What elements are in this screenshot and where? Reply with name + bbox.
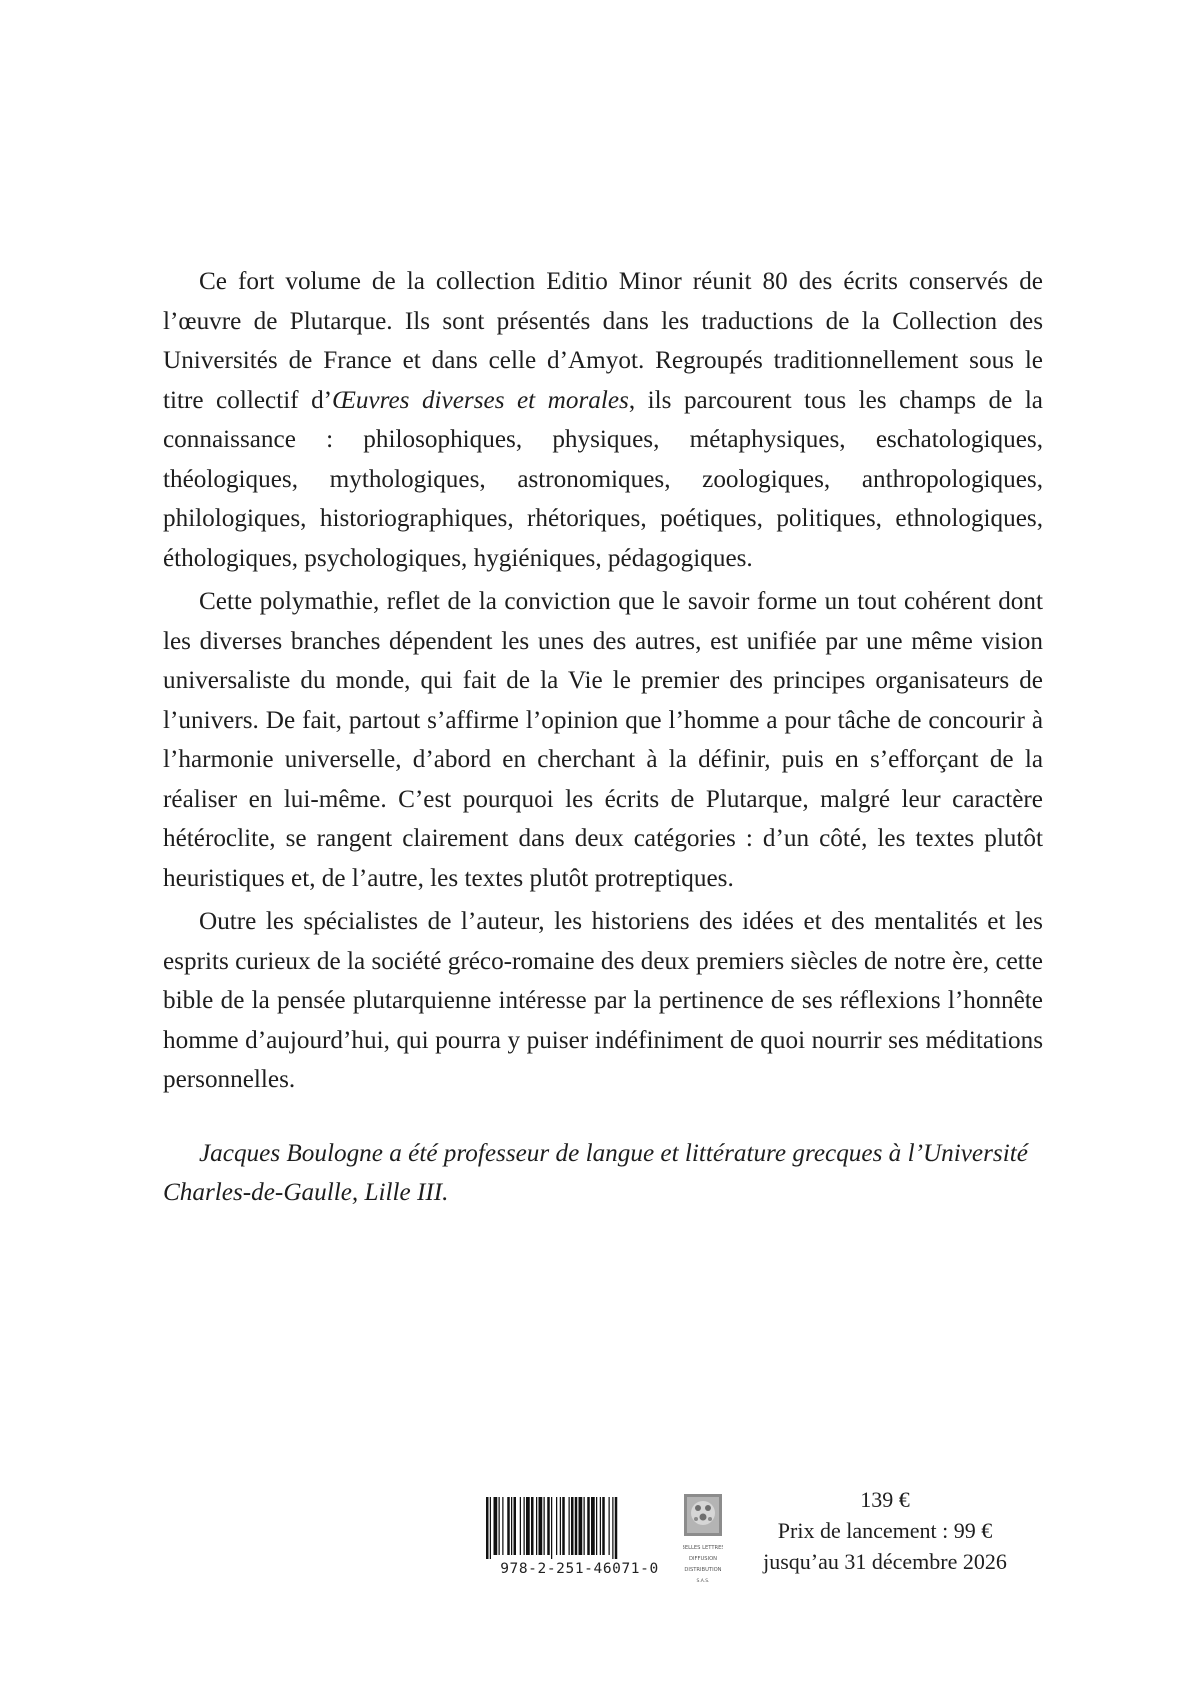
paragraph-1-end: , ils parcourent tous les champs de la connaissance : philosophiques, physiques, métaphysiques, eschatologiques, théologiques, mythologiques, astronomiques, zoologiques, anthropologiques, philologiques, historiographiques, rhétoriques, poétiques, politiques, ethnologiques, éthologiques, psychologiques, hygiéniques, pédagogiques.: [163, 386, 1043, 572]
barcode-bar: [560, 1497, 561, 1555]
barcode-bar: [615, 1497, 618, 1559]
launch-price: Prix de lancement : 99 €: [777, 1518, 993, 1543]
description-paragraph-2: Cette polymathie, reflet de la conviction que le savoir forme un tout cohérent dont les diverses branches dépendent les unes des autres, est unifiée par une même vision universaliste du monde, qui fait de la Vie le premier des principes organisateurs de l’univers. De fait, partout s’affirme l’opinion que l’homme a pour tâche de concourir à l’harmonie universelle, d’abord en cherchant à la définir, puis en s’efforçant de la réaliser en lui-même. C’est pourquoi les écrits de Plutarque, malgré leur caractère hétéroclite, se rangent clairement dans deux catégories : d’un côté, les textes plutôt heuristiques et, de l’autre, les textes plutôt protreptiques.: [163, 588, 1043, 892]
description-paragraph-3: Outre les spécialistes de l’auteur, les historiens des idées et des mentalités et les esprits curieux de la société gréco-romaine des deux premiers siècles de notre ère, cette bible de la pensée plutarquienne intéresse par la pertinence de ses réflexions l’honnête homme d’aujourd’hui, qui pourra y puiser indéfiniment de quoi nourrir ses méditations personnelles.: [163, 908, 1043, 1093]
barcode-bar: [596, 1497, 597, 1555]
paragraph-1-start: Ce fort volume de la collection Editio Minor réunit 80 des écrits conservés de l’œuvre de Plutarque. Ils sont présentés dans les traductions de la Collection des Universités de France et dans celle d’Amyot. Regroupés traditionnellement sous le titre collectif d’: [163, 268, 1043, 414]
barcode-bar: [556, 1497, 557, 1555]
barcode-bar: [591, 1497, 595, 1555]
barcode-bar: [544, 1497, 545, 1555]
price-block: [740, 1484, 1030, 1577]
launch-deadline: jusqu’au 31 décembre 2026: [763, 1549, 1007, 1574]
description-paragraph-1: [163, 262, 1043, 578]
barcode-bar: [526, 1497, 530, 1555]
publisher-logo-text: S.A.S.: [696, 1579, 710, 1584]
barcode-bar: [536, 1497, 537, 1555]
barcode-bar: [514, 1497, 517, 1555]
author-bio: Jacques Boulogne a été professeur de langue et littérature grecques à l’Université Charles-de-Gaulle, Lille III.: [163, 1139, 1028, 1206]
barcode-bar: [551, 1497, 552, 1559]
barcode-bar: [520, 1497, 521, 1555]
barcode-bar: [539, 1497, 543, 1555]
barcode-bar: [602, 1497, 605, 1555]
back-cover-text: [163, 262, 1043, 1213]
barcode-bar: [507, 1497, 510, 1555]
publisher-logo-text: BELLES LETTRES: [683, 1545, 723, 1551]
barcode-bar: [562, 1497, 565, 1555]
work-title: Œuvres diverses et morales: [332, 386, 629, 414]
barcode-bar: [587, 1497, 590, 1555]
barcode-bar: [499, 1497, 500, 1555]
publisher-logo-text: DIFFUSION: [688, 1556, 718, 1562]
publisher-logo-graphic: [683, 1493, 723, 1593]
barcode-bar: [494, 1497, 498, 1555]
barcode-bar: [524, 1497, 525, 1555]
price: 139 €: [860, 1487, 910, 1512]
barcode-bar: [569, 1497, 570, 1555]
barcode-bar: [490, 1497, 491, 1559]
barcode-bar: [502, 1497, 503, 1555]
isbn-number: 978-2-251-46071-0: [500, 1561, 659, 1577]
barcode-bar: [579, 1497, 583, 1555]
barcode-bars: [482, 1497, 677, 1559]
barcode-bar: [609, 1497, 610, 1555]
barcode-bar: [584, 1497, 585, 1555]
barcode-bar: [600, 1497, 601, 1555]
barcode-bar: [511, 1497, 512, 1555]
barcode-bar: [547, 1497, 550, 1555]
publisher-logo-text: DISTRIBUTION: [684, 1567, 722, 1573]
barcode-bar: [612, 1497, 613, 1559]
barcode-bar: [486, 1497, 489, 1559]
barcode-bar: [575, 1497, 578, 1555]
barcode-bar: [571, 1497, 574, 1555]
barcode-bar: [531, 1497, 534, 1555]
publisher-logo: [683, 1493, 723, 1593]
isbn-barcode: [482, 1497, 677, 1587]
